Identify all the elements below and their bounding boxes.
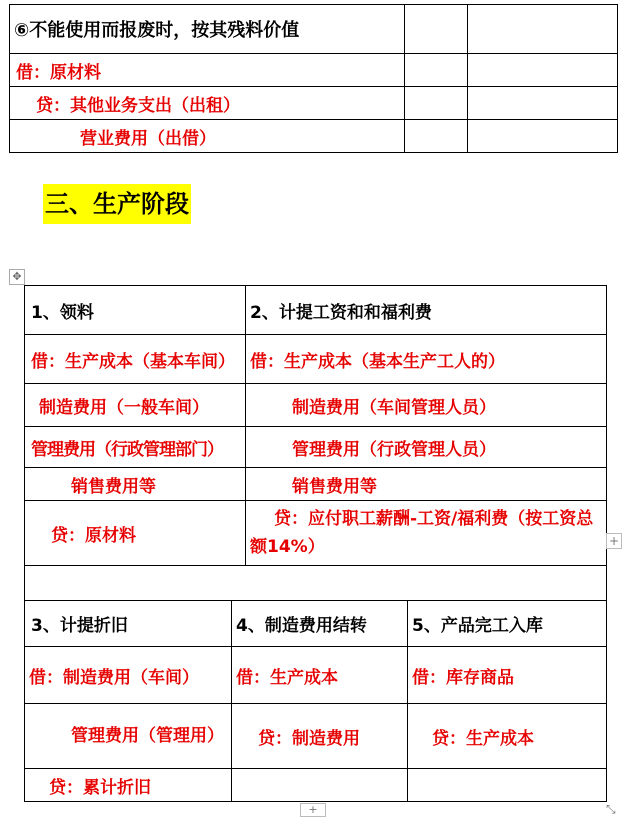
table-cell[interactable]: 销售费用等: [246, 468, 607, 501]
table-header-cell[interactable]: 4、制造费用结转: [232, 601, 408, 647]
table-cell[interactable]: 贷：累计折旧: [25, 769, 232, 802]
table-row: [10, 5, 618, 54]
table-cell[interactable]: 贷：生产成本: [408, 704, 607, 769]
resize-icon[interactable]: ⤡: [606, 802, 616, 816]
table-cell[interactable]: 贷：其他业务支出（出租）: [10, 87, 405, 120]
table-header-cell[interactable]: 1、领料: [25, 286, 246, 335]
table-cell[interactable]: 管理费用（行政管理人员）: [246, 427, 607, 468]
table-row: [25, 769, 607, 802]
top-table: [9, 4, 618, 153]
table-cell[interactable]: [405, 87, 468, 120]
table-header-cell[interactable]: 2、计提工资和和福利费: [246, 286, 607, 335]
table-cell[interactable]: 借：原材料: [10, 54, 405, 87]
table-row: [25, 704, 607, 769]
table-cell[interactable]: [25, 566, 607, 601]
table-cell[interactable]: [232, 769, 408, 802]
table-header-cell[interactable]: 5、产品完工入库: [408, 601, 607, 647]
table-row: [25, 335, 607, 384]
table-row: [25, 468, 607, 501]
table-cell[interactable]: 销售费用等: [25, 468, 246, 501]
table-cell[interactable]: [468, 87, 618, 120]
table-row: [25, 647, 607, 704]
table-cell[interactable]: [468, 120, 618, 153]
table-cell[interactable]: [468, 5, 618, 54]
depreciation-transfer-table: [24, 600, 607, 802]
table-row: [25, 566, 607, 601]
table-cell[interactable]: 制造费用（一般车间）: [25, 384, 246, 427]
table-cell[interactable]: 借：库存商品: [408, 647, 607, 704]
table-cell[interactable]: 管理费用（管理用）: [25, 704, 232, 769]
table-cell[interactable]: ⑥不能使用而报废时，按其残料价值: [10, 5, 405, 54]
table-header-cell[interactable]: 3、计提折旧: [25, 601, 232, 647]
table-cell[interactable]: [408, 769, 607, 802]
table-cell[interactable]: 贷：制造费用: [232, 704, 408, 769]
table-cell[interactable]: 借：生产成本: [232, 647, 408, 704]
table-cell[interactable]: 贷：应付职工薪酬-工资/福利费（按工资总额14%）: [246, 501, 607, 566]
table-cell[interactable]: 营业费用（出借）: [10, 120, 405, 153]
table-row: [25, 384, 607, 427]
table-row: [10, 87, 618, 120]
table-cell[interactable]: 借：制造费用（车间）: [25, 647, 232, 704]
add-row-plus-icon[interactable]: +: [300, 803, 326, 817]
table-row: [25, 427, 607, 468]
table-cell[interactable]: 借：生产成本（基本车间）: [25, 335, 246, 384]
table-cell[interactable]: 借：生产成本（基本生产工人的）: [246, 335, 607, 384]
table-cell[interactable]: [405, 5, 468, 54]
table-cell[interactable]: [468, 54, 618, 87]
table-cell[interactable]: [405, 120, 468, 153]
table-cell[interactable]: 贷：原材料: [25, 501, 246, 566]
add-column-plus-icon[interactable]: +: [606, 533, 622, 549]
table-cell[interactable]: 管理费用（行政管理部门）: [25, 427, 246, 468]
table-row: [25, 601, 607, 647]
table-cell[interactable]: [405, 54, 468, 87]
move-handle-icon[interactable]: ✥: [9, 269, 25, 285]
table-row: [25, 286, 607, 335]
section-heading: 三、生产阶段: [43, 184, 191, 224]
table-row: [10, 54, 618, 87]
table-row: [10, 120, 618, 153]
table-cell[interactable]: 制造费用（车间管理人员）: [246, 384, 607, 427]
table-row: [25, 501, 607, 566]
materials-wages-table: [24, 285, 607, 601]
